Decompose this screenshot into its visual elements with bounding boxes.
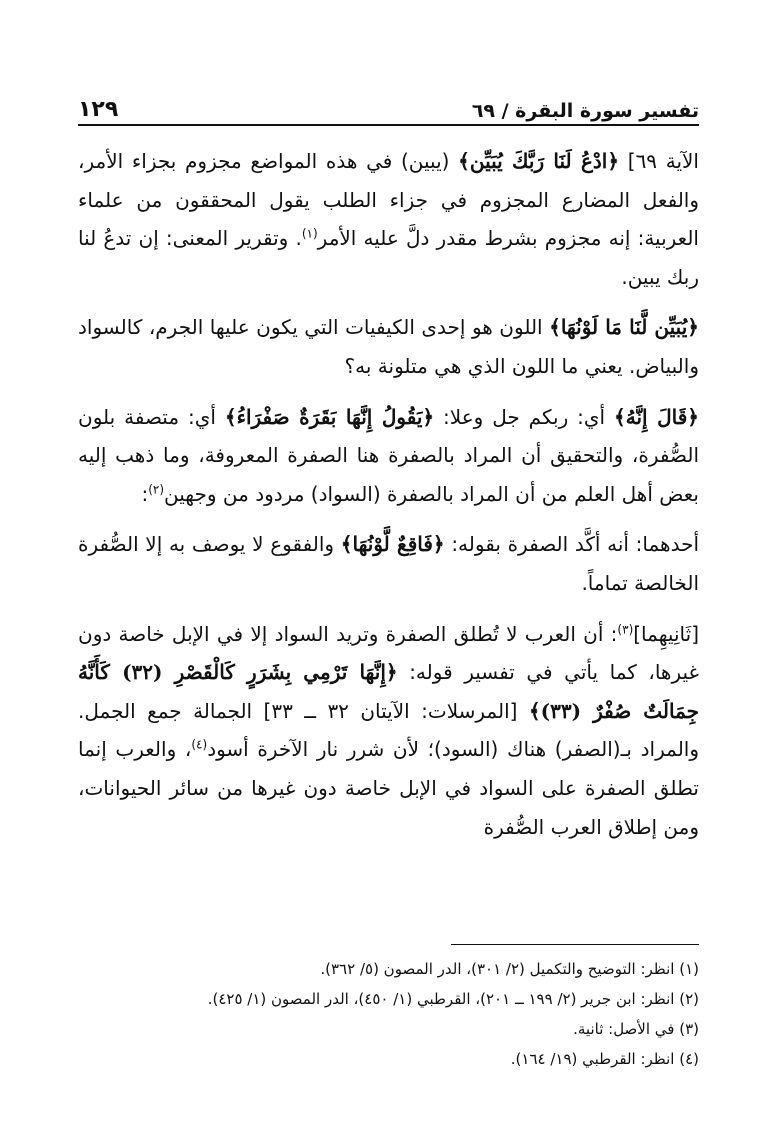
footnote-marker: (١) [301,226,318,241]
quran-verse: ﴿فَاقِعٌ لَّوْنُهَا﴾ [340,532,445,557]
text-run: والفقوع لا يوصف به إلا الصُّفرة الخالصة تماماً. [78,532,699,595]
quran-verse: ﴿يُبَيِّن لَّنَا مَا لَوْنُهَا﴾ [549,315,699,340]
paragraph [78,525,699,602]
text-run: [ثَانِيهِما] [633,621,699,646]
page-number: ١٢٩ [78,97,119,122]
quran-verse: ﴿إِنَّهَا تَرْمِي بِشَرَرٍ كَالْقَصْرِ (٣٢) كَأَنَّهُ جِمَالَتٌ صُفْرٌ (٣٣)﴾ [78,660,699,723]
text-run: [المرسلات: الآيتان ٣٢ ــ ٣٣] الجمالة جمع الجمل. والمراد بـ(الصفر) هناك (السود)؛ لأن شرر نار الآخرة أسود [78,698,700,762]
footnote: (٤) انظر: القرطبي (١٩/ ١٦٤). [510,1050,699,1068]
text-run: ، والعرب إنما تطلق الصفرة على السواد في الإبل خاصة دون غيرها من سائر الحيوانات، ومن إطلاق العرب الصُّفرة [78,737,699,839]
text-run: : أن العرب لا تُطلق الصفرة وتريد السواد إلا في الإبل خاصة دون غيرها، كما يأتي في تفسير قوله: [78,621,699,685]
text-run: أي: ربكم جل وعلا: [434,404,615,429]
header-rule [78,124,699,126]
text-run: : [141,481,149,506]
footnote-marker: (٢) [148,482,165,497]
text-run: اللون هو إحدى الكيفيات التي يكون عليها الجرم، كالسواد والبياض. يعني ما اللون الذي هي متلونة به؟ [78,315,699,378]
paragraph [78,615,699,847]
paragraph [78,142,699,296]
paragraph [78,398,699,514]
footnote: (٢) انظر: ابن جرير (٢/ ١٩٩ ــ ٢٠١)، القرطبي (١/ ٤٥٠)، الدر المصون (١/ ٤٢٥). [207,990,699,1008]
running-title: تفسير سورة البقرة / ٦٩ [471,100,699,122]
text-run: أي: متصفة بلون الصُّفرة، والتحقيق أن المراد بالصفرة هنا الصفرة المعروفة، وما ذهب إليه بعض أهل العلم من أن المراد بالصفرة (السواد) مردود من وجهين [78,404,699,506]
footnote-marker: (٣) [617,621,634,636]
footnotes [78,954,699,1074]
text-run: الآية ٦٩] [619,149,699,173]
text-run: (يبين) في هذه المواضع مجزوم بجزاء الأمر، والفعل المضارع المجزوم في جزاء الطلب يقول المحققون من علماء العربية: إنه مجزوم بشرط مقدر دلَّ عليه الأمر [78,149,699,251]
footnote: (١) انظر: التوضيح والتكميل (٢/ ٣٠١)، الدر المصون (٥/ ٣٦٢). [320,960,699,978]
footnote: (٣) في الأصل: ثانية. [573,1020,699,1038]
quran-verse: ﴿ادْعُ لَنَا رَبَّكَ يُبَيِّن﴾ [458,149,620,173]
quran-verse: ﴿يَقُولُ إِنَّهَا بَقَرَةٌ صَفْرَاءُ﴾ [224,404,435,429]
text-run: أحدهما: أنه أكَّد الصفرة بقوله: [444,532,699,557]
footnote-marker: (٤) [191,737,208,752]
paragraph [78,308,699,385]
footnote-separator [451,944,699,945]
body-text [78,142,699,858]
page-header [78,86,699,122]
quran-verse: ﴿قَالَ إِنَّهُ﴾ [614,404,700,429]
text-run: . وتقرير المعنى: إن تدعُ لنا ربك يبين. [78,226,699,289]
